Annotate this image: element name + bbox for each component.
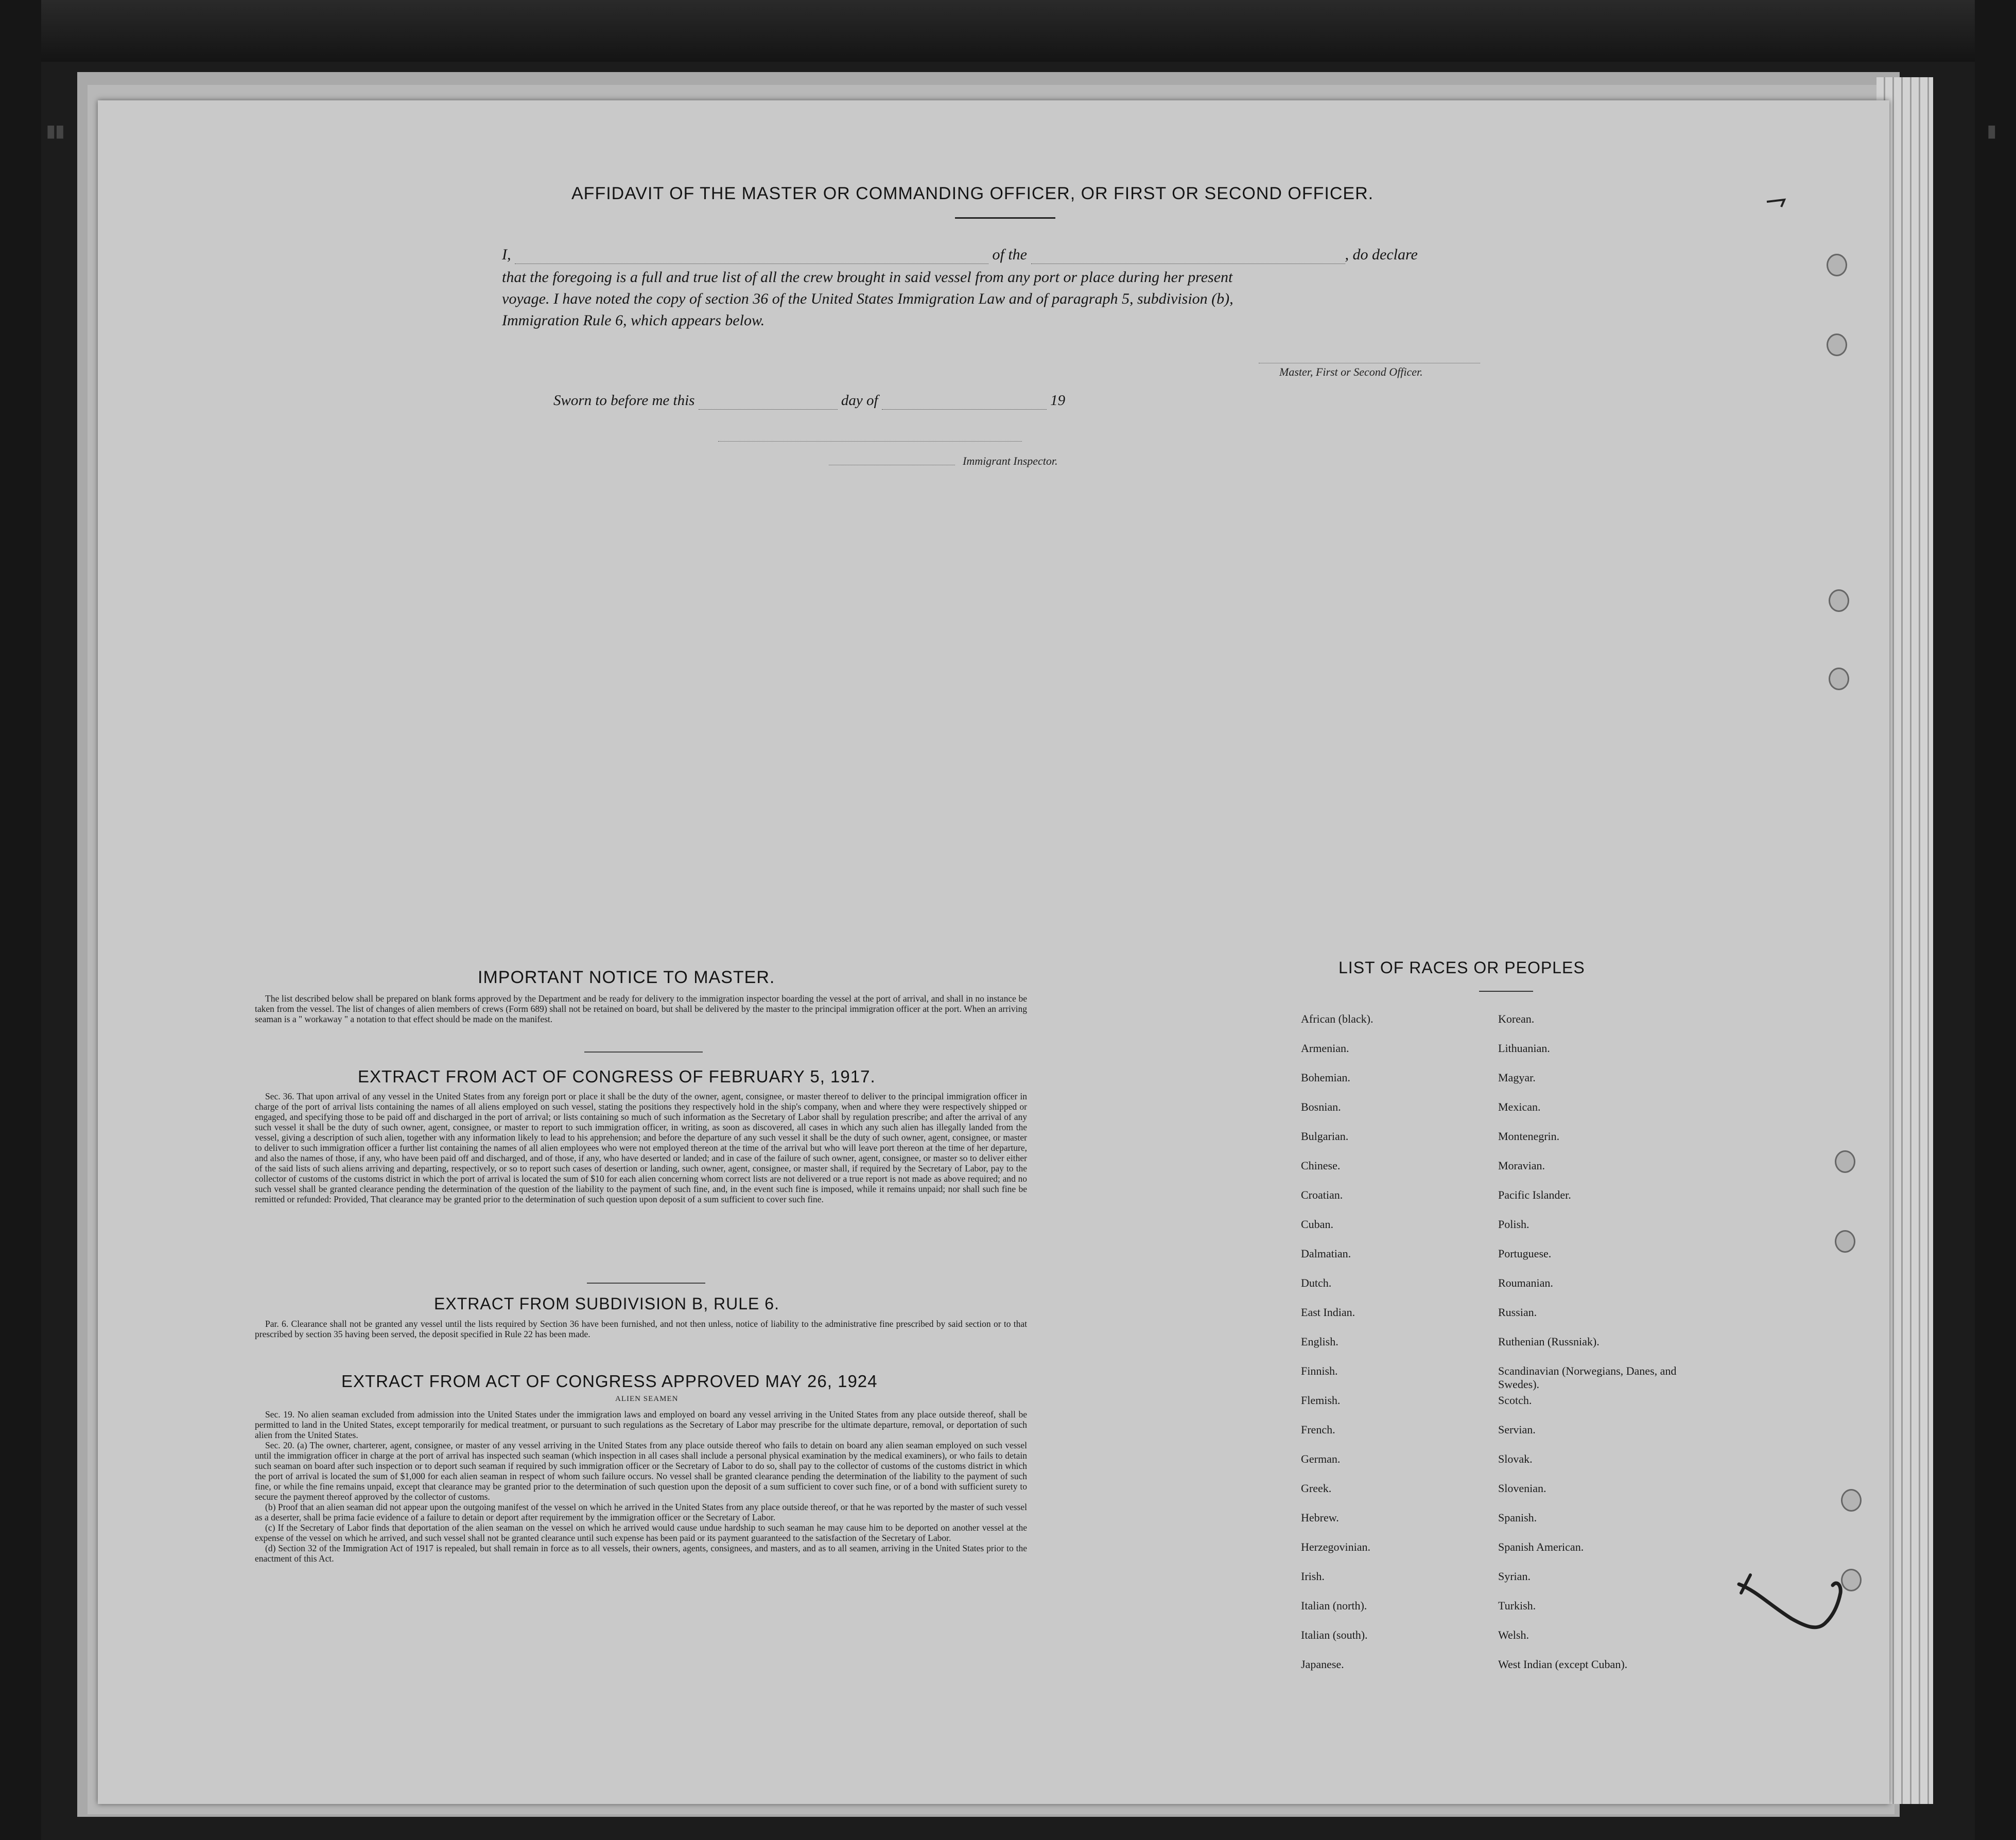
extract-1917-title: EXTRACT FROM ACT OF CONGRESS OF FEBRUARY 5, 1917. <box>358 1067 876 1086</box>
race-item: Croatian. <box>1301 1188 1343 1201</box>
punch-hole <box>1829 589 1849 612</box>
race-item: Irish. <box>1301 1570 1325 1583</box>
race-item: English. <box>1301 1335 1339 1348</box>
race-item: African (black). <box>1301 1012 1374 1025</box>
declarant-prefix: I, <box>502 246 511 263</box>
affidavit-line-1 <box>502 246 1418 264</box>
handwritten-mark <box>1735 1570 1858 1642</box>
vessel-name-field[interactable] <box>1031 246 1345 264</box>
section-rule <box>584 1052 703 1053</box>
of-the-label: of the <box>992 246 1027 263</box>
affidavit-line-2: that the foregoing is a full and true list of all the crew brought in said vessel from any port or place during her present <box>502 269 1233 286</box>
race-item: Spanish American. <box>1498 1540 1584 1553</box>
notice-title: IMPORTANT NOTICE TO MASTER. <box>478 968 775 987</box>
race-item: Scotch. <box>1498 1394 1532 1407</box>
affidavit-title: AFFIDAVIT OF THE MASTER OR COMMANDING OFFICER, OR FIRST OR SECOND OFFICER. <box>571 184 1374 203</box>
race-item: Russian. <box>1498 1306 1537 1319</box>
race-item: Japanese. <box>1301 1658 1344 1671</box>
race-item: French. <box>1301 1423 1335 1436</box>
race-item: Mexican. <box>1498 1100 1541 1113</box>
race-item: Turkish. <box>1498 1599 1536 1612</box>
corner-tick-mark <box>1766 196 1786 211</box>
binder-left-edge <box>0 0 41 1840</box>
inspector-label: Immigrant Inspector. <box>963 454 1058 467</box>
section-20b-text: (b) Proof that an alien seaman did not appear upon the outgoing manifest of the vessel on which he arrived in the United States from any place outside thereof, or that he was reported by the master of such vessel as a deserter, shall be prima facie evidence of a failure to detain or deport after requirement by the immigration officer or the Secretary of Labor. <box>255 1502 1027 1522</box>
extract-rule6-body <box>255 1319 1027 1351</box>
race-item: Slovak. <box>1498 1452 1533 1465</box>
notice-paragraph: The list described below shall be prepared on blank forms approved by the Department and be ready for delivery to the immigration inspector boarding the vessel at the port of arrival, and shall in no instance be taken from the vessel. The list of changes of alien members of crews (Form 689) shall not be retained on board, but shall be delivered by the master to the principal immigration officer at the port. When an arriving seaman is a " workaway " a notation to that effect should be made on the manifest. <box>255 993 1027 1024</box>
section-36-text: Sec. 36. That upon arrival of any vessel in the United States from any foreign port or place it shall be the duty of the owner, agent, consignee, or master thereof to deliver to the principal immigration officer in charge of the port of arrival lists containing the names of all aliens employed on such vessel, stating the positions they respectively hold in the ship's company, when and where they were respectively shipped or engaged, and specifying those to be paid off and discharged in the port of arrival; or lists containing so much of such information as the Secretary of Labor shall by regulation prescribe; and after the arrival of any such vessel it shall be the duty of such owner, agent, consignee, or master to report to such immigration officer, in writing, as soon as discovered, all cases in which any such alien has illegally landed from the vessel, giving a description of such alien, together with any information likely to lead to his apprehension; and before the departure of any such vessel it shall be the duty of such owner, agent, consignee, or master to deliver to such immigration officer a further list containing the names of all alien employees who were not employed thereon at the time of the arrival but who will leave port thereon at the time of her departure, and also the names of those, if any, who have been paid off and discharged, and of those, if any, who have deserted or landed; and in case of the failure of such owner, agent, consignee, or master so to deliver either of the said lists of such aliens arriving and departing, respectively, or so to report such cases of desertion or landing, such owner, agent, consignee, or master shall, if required by the Secretary of Labor, pay to the collector of customs of the customs district in which the port of arrival is located the sum of $10 for each alien concerning whom correct lists are not delivered or a true report is not made as above required; and no such vessel shall be granted clearance pending the determination of the question of the liability to the payment of such fine, and, in the event such fine is imposed, while it remains unpaid; nor shall such fine be remitted or refunded: Provided, That clearance may be granted prior to the determination of such question upon deposit of a sum sufficient to cover such fine. <box>255 1091 1027 1204</box>
race-item: Herzegovinian. <box>1301 1540 1370 1553</box>
extract-1924-title: EXTRACT FROM ACT OF CONGRESS APPROVED MAY 26, 1924 <box>341 1372 878 1391</box>
race-item: Magyar. <box>1498 1071 1536 1084</box>
race-item: Cuban. <box>1301 1218 1333 1231</box>
race-item: Slovenian. <box>1498 1482 1546 1495</box>
bleed-through-mark: ▮▮ <box>46 121 65 140</box>
punch-hole <box>1829 668 1849 690</box>
race-item: Bosnian. <box>1301 1100 1341 1113</box>
race-item: Finnish. <box>1301 1364 1338 1377</box>
year-prefix: 19 <box>1050 392 1066 409</box>
sworn-day-field[interactable] <box>699 392 838 410</box>
race-item: Roumanian. <box>1498 1276 1553 1289</box>
inspector-signature-line[interactable] <box>718 441 1022 442</box>
race-item: West Indian (except Cuban). <box>1498 1658 1628 1671</box>
section-20a-text: Sec. 20. (a) The owner, charterer, agent, consignee, or master of any vessel arriving in the United States from any place outside thereof who fails to detain on board any alien seaman employed on such vessel until the immigration officer in charge at the port of arrival has inspected such seaman (which inspection in all cases shall include a personal physical examination by the medical examiners), or who fails to detain such seaman on board after such inspection or to deport such seaman if required by such immigration officer or the Secretary of Labor to do so, shall pay to the collector of customs of the customs district in which the port of arrival is located the sum of $1,000 for each alien seaman in respect of whom such failure occurs. No vessel shall be granted clearance pending the determination of the liability to the payment of such fine, or while the fine remains unpaid, except that clearance may be granted prior to the determination of such question upon the deposit of a sum sufficient to cover such fine, or of a bond with sufficient surety to secure the payment thereof approved by the collector of customs. <box>255 1440 1027 1502</box>
sworn-line <box>553 392 1065 410</box>
race-item: Montenegrin. <box>1498 1130 1560 1143</box>
race-item: Chinese. <box>1301 1159 1341 1172</box>
title-rule <box>955 217 1055 219</box>
extract-1924-body <box>255 1409 1027 1636</box>
race-item: Italian (north). <box>1301 1599 1367 1612</box>
section-19-text: Sec. 19. No alien seaman excluded from admission into the United States under the immigration laws and employed on board any vessel arriving in the United States from any place outside thereof, shall be permitted to land in the United States, except temporarily for medical treatment, or pursuant to such regulations as the Secretary of Labor may prescribe for the ultimate departure, removal, or deportation of such alien from the United States. <box>255 1409 1027 1440</box>
bleed-through-mark: ▮ <box>1987 121 1996 140</box>
race-item: Korean. <box>1498 1012 1535 1025</box>
races-title: LIST OF RACES OR PEOPLES <box>1339 958 1585 977</box>
race-item: Dalmatian. <box>1301 1247 1351 1260</box>
race-item: East Indian. <box>1301 1306 1355 1319</box>
race-item: Welsh. <box>1498 1628 1529 1641</box>
race-item: Polish. <box>1498 1218 1530 1231</box>
race-item: Servian. <box>1498 1423 1536 1436</box>
declarant-name-field[interactable] <box>515 246 988 264</box>
punch-hole <box>1827 334 1847 356</box>
race-item: Flemish. <box>1301 1394 1341 1407</box>
race-item: Spanish. <box>1498 1511 1537 1524</box>
binder-top-edge <box>0 0 2016 62</box>
punch-hole <box>1835 1230 1855 1253</box>
day-of-label: day of <box>841 392 878 409</box>
race-item: Bulgarian. <box>1301 1130 1349 1143</box>
extract-1917-body <box>255 1091 1027 1271</box>
race-item: Scandinavian (Norwegians, Danes, and Swedes). <box>1498 1364 1677 1391</box>
alien-seamen-subtitle: ALIEN SEAMEN <box>615 1395 679 1403</box>
notice-body <box>255 993 1027 1035</box>
punch-hole <box>1827 254 1847 276</box>
section-20d-text: (d) Section 32 of the Immigration Act of 1917 is repealed, but shall remain in force as to all vessels, their owners, agents, consignees, and masters, and as to all seamen, arriving in the United States prior to the enactment of this Act. <box>255 1543 1027 1564</box>
punch-hole <box>1835 1150 1855 1173</box>
race-item: Bohemian. <box>1301 1071 1350 1084</box>
declare-label: , do declare <box>1345 246 1418 263</box>
affidavit-line-3: voyage. I have noted the copy of section 36 of the United States Immigration Law and of paragraph 5, subdivision (b), <box>502 290 1233 307</box>
section-20c-text: (c) If the Secretary of Labor finds that deportation of the alien seaman on the vessel on which he arrived would cause undue hardship to such seaman he may cause him to be deported on another vessel at the expense of the vessel on which he arrived, and such vessel shall not be granted clearance until such expense has been paid or its payment guaranteed to the satisfaction of the Secretary of Labor. <box>255 1522 1027 1543</box>
section-rule <box>587 1283 705 1284</box>
race-item: Greek. <box>1301 1482 1332 1495</box>
race-item: Dutch. <box>1301 1276 1332 1289</box>
race-item: Pacific Islander. <box>1498 1188 1571 1201</box>
race-item: Portuguese. <box>1498 1247 1552 1260</box>
race-item: Lithuanian. <box>1498 1042 1550 1055</box>
race-item: Moravian. <box>1498 1159 1545 1172</box>
race-item: German. <box>1301 1452 1341 1465</box>
race-item: Syrian. <box>1498 1570 1531 1583</box>
extract-rule6-title: EXTRACT FROM SUBDIVISION B, RULE 6. <box>434 1294 779 1313</box>
binder-right-edge <box>1975 0 2016 1840</box>
races-title-rule <box>1479 991 1533 992</box>
race-item: Italian (south). <box>1301 1628 1368 1641</box>
affidavit-line-4: Immigration Rule 6, which appears below. <box>502 312 765 329</box>
sworn-month-field[interactable] <box>882 392 1047 410</box>
punch-hole <box>1841 1489 1862 1512</box>
race-item: Armenian. <box>1301 1042 1349 1055</box>
paragraph-6-text: Par. 6. Clearance shall not be granted any vessel until the lists required by Section 36 have been furnished, and not then unless, notice of liability to the administrative fine prescribed by said section or to that prescribed by section 35 having been served, the deposit specified in Rule 22 has been made. <box>255 1319 1027 1339</box>
master-signature-label: Master, First or Second Officer. <box>1279 365 1423 378</box>
race-item: Ruthenian (Russniak). <box>1498 1335 1600 1348</box>
race-item: Hebrew. <box>1301 1511 1339 1524</box>
sworn-label: Sworn to before me this <box>553 392 695 409</box>
